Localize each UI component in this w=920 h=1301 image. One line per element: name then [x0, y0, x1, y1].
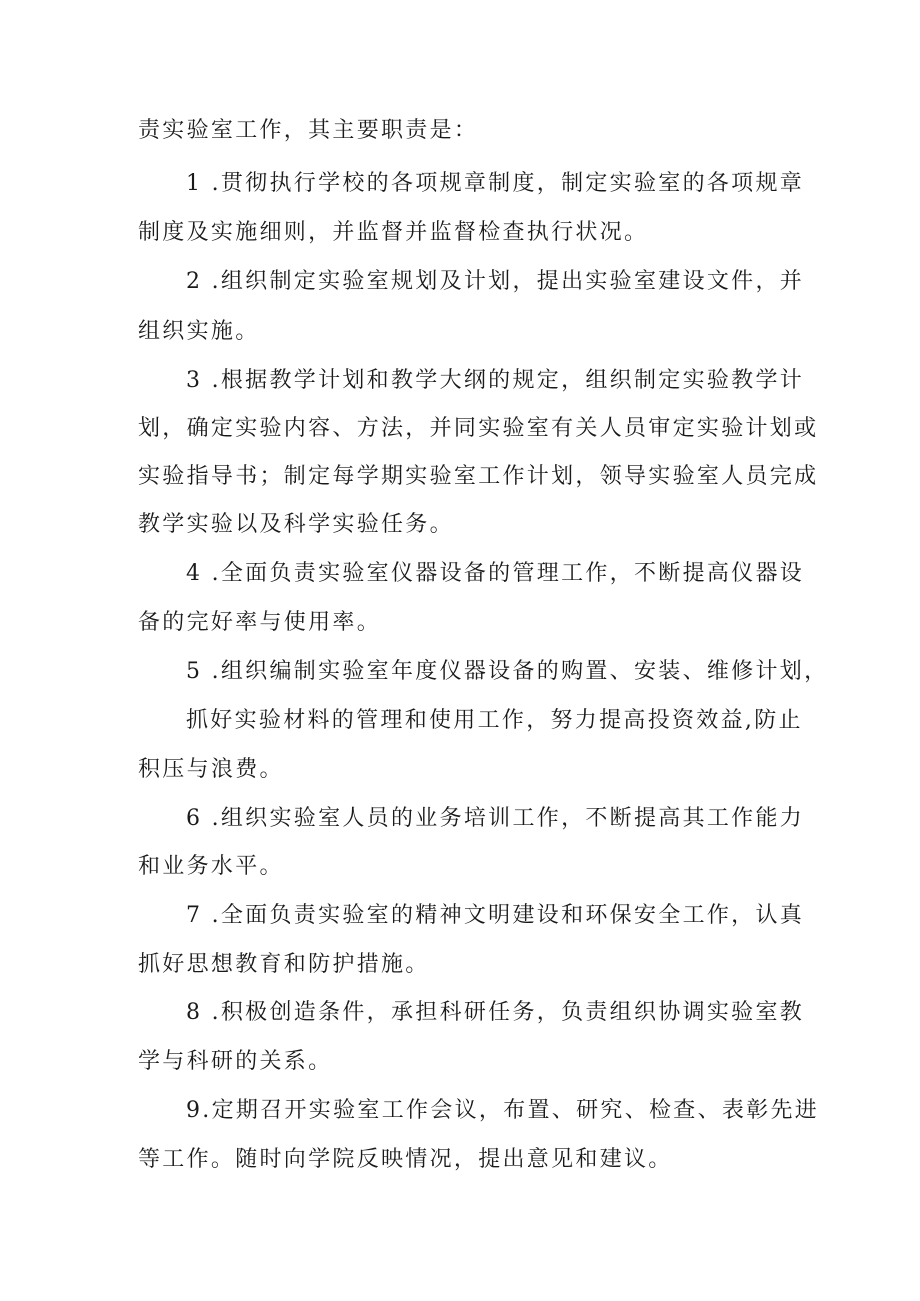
- text-line: 和业务水平。: [138, 854, 284, 879]
- text-line: 实验指导书；制定每学期实验室工作计划，领导实验室人员完成: [138, 464, 819, 489]
- text-line: 5 .组织编制实验室年度仪器设备的购置、安装、维修计划，: [186, 659, 829, 684]
- text-line: 组织实施。: [138, 319, 260, 344]
- text-line: 学与科研的关系。: [138, 1049, 333, 1074]
- text-line: 抓好实验材料的管理和使用工作，努力提高投资效益,防止: [186, 708, 803, 733]
- text-line: 3 .根据教学计划和教学大纲的规定，组织制定实验教学计: [186, 368, 805, 393]
- text-line: 抓好思想教育和防护措施。: [138, 952, 430, 977]
- text-line: 等工作。随时向学院反映情况，提出意见和建议。: [138, 1147, 673, 1172]
- text-line: 2 .组织制定实验室规划及计划，提出实验室建设文件，并: [186, 269, 805, 294]
- text-line: 8 .积极创造条件，承担科研任务，负责组织协调实验室教: [186, 1000, 805, 1025]
- text-line: 9.定期召开实验室工作会议，布置、研究、检查、表彰先进: [186, 1098, 820, 1123]
- text-line: 1 .贯彻执行学校的各项规章制度，制定实验室的各项规章: [186, 171, 805, 196]
- text-line: 制度及实施细则，并监督并监督检查执行状况。: [138, 220, 649, 245]
- text-line: 4 .全面负责实验室仪器设备的管理工作，不断提高仪器设: [186, 561, 805, 586]
- text-line: 教学实验以及科学实验任务。: [138, 512, 454, 537]
- text-line: 划，确定实验内容、方法，并同实验室有关人员审定实验计划或: [138, 416, 819, 441]
- text-line: 7 .全面负责实验室的精神文明建设和环保安全工作，认真: [186, 903, 805, 928]
- text-line: 责实验室工作，其主要职责是：: [138, 118, 479, 143]
- text-line: 备的完好率与使用率。: [138, 610, 382, 635]
- text-line: 积压与浪费。: [138, 757, 284, 782]
- text-line: 6 .组织实验室人员的业务培训工作，不断提高其工作能力: [186, 806, 805, 831]
